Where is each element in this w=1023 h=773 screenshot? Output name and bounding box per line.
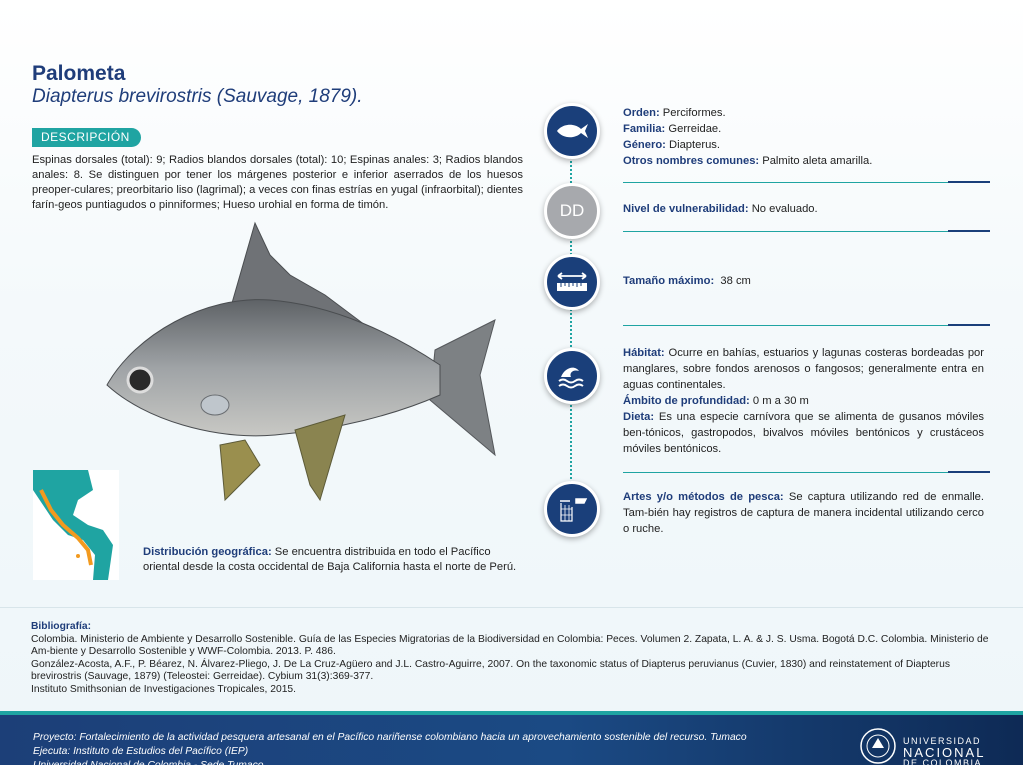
logo-line-1: UNIVERSIDAD: [903, 736, 982, 746]
distribution-label: Distribución geográfica:: [143, 546, 272, 558]
bibliography-entry: Colombia. Ministerio de Ambiente y Desarrollo Sostenible. Guía de las Especies Migratorias de la Biodiversidad en Colombia: Peces. Volumen 2. Zapata, L. A. & J. S. Usma. Bogotá D.C. Colombia. Ministerio de Am-biente y Desarrollo Sostenible y WWF-Colombia. 2013. P. 486.: [31, 633, 989, 657]
habitat-text: Ocurre en bahías, estuarios y lagunas costeras bordeadas por manglares, sobre fondos arenosos o fangosos; generalmente entra en aguas continentales.: [623, 347, 985, 391]
vulnerability-label: Nivel de vulnerabilidad:: [623, 203, 749, 215]
page-title: Palometa: [32, 62, 126, 85]
otros-nombres-value: Palmito aleta amarilla.: [762, 155, 873, 167]
vulnerability-block: [623, 201, 1003, 217]
orden-value: Perciformes.: [662, 107, 726, 119]
fishing-net-icon: [544, 481, 600, 537]
footer-accent: [0, 711, 1023, 715]
scientific-name: Diapterus brevirostris (Sauvage, 1879).: [32, 86, 363, 107]
vulnerability-badge: DD: [544, 183, 600, 239]
divider: [0, 607, 1023, 608]
divider: [623, 231, 990, 232]
familia-label: Familia:: [623, 123, 666, 135]
vulnerability-value: No evaluado.: [751, 203, 818, 215]
bibliography-title: Bibliografía:: [31, 621, 92, 632]
logo-line-2: NACIONAL: [903, 745, 986, 760]
familia-value: Gerreidae.: [668, 123, 722, 135]
footer-university: Universidad Nacional de Colombia - Sede Tumaco: [33, 760, 264, 771]
fishing-text: Se captura utilizando red de enmalle. Tam-bién hay registros de captura de manera incidental utilizando cerco o ruche.: [623, 491, 985, 535]
size-block: [623, 273, 1003, 289]
description-text: Espinas dorsales (total): 9; Radios blandos dorsales (total): 10; Espinas anales: 3; Radios blandos anales: 8. Se distinguen por tener los márgenes posterior e inferior aserrados de los huesos preoper-culares; preorbitario liso (lagrimal); a veces con finas estrías en yugal (infraorbital); dientes farín-geos puntiagudos o pinniformes; Hueso urohial en forma de timón.: [32, 154, 523, 211]
habitat-label: Hábitat:: [623, 347, 665, 359]
section-tag-descripcion: DESCRIPCIÓN: [32, 128, 141, 147]
bibliography-entry: Instituto Smithsonian de Investigaciones Tropicales, 2015.: [31, 683, 297, 695]
bibliography-entry: González-Acosta, A.F., P. Béarez, N. Álvarez-Pliego, J. De La Cruz-Agüero and J.L. Castro-Aguirre, 2007. On the taxonomic status of Diapterus peruvianus (Cuvier, 1830) and reinstatement of Diapterus brevirostris (Sauvage, 1879) (Teleostei: Gerreidae). Cybium 31(3):369-377.: [31, 658, 950, 682]
distribution-block: [143, 545, 523, 574]
ruler-icon: [544, 254, 600, 310]
depth-label: Ámbito de profundidad:: [623, 395, 750, 407]
fishing-label: Artes y/o métodos de pesca:: [623, 491, 784, 503]
distribution-text: Se encuentra distribuida en todo el Pacífico oriental desde la costa occidental de Baja California hasta el norte de Perú.: [143, 546, 517, 573]
divider: [623, 182, 990, 183]
footer-project: Proyecto: Fortalecimiento de la actividad pesquera artesanal en el Pacífico nariñense colombiano hacia un aprovechamiento sostenible del recurso. Tumaco: [33, 732, 747, 743]
size-label: Tamaño máximo:: [623, 275, 715, 287]
diet-text: Es una especie carnívora que se alimenta de gusanos móviles ben-tónicos, gastropodos, bivalvos móviles bentónicos y crustáceos móviles bentónicos.: [623, 411, 985, 455]
logo-line-3: DE COLOMBIA: [903, 758, 983, 768]
genero-label: Género:: [623, 139, 666, 151]
otros-nombres-label: Otros nombres comunes:: [623, 155, 760, 167]
habitat-block: [623, 345, 984, 457]
bibliography: [31, 621, 991, 696]
size-value: 38 cm: [720, 275, 751, 287]
genero-value: Diapterus.: [669, 139, 721, 151]
divider: [623, 325, 990, 326]
footer-credits: [33, 731, 853, 773]
taxonomy-block: [623, 105, 1003, 169]
divider: [623, 472, 990, 473]
fish-icon: [544, 103, 600, 159]
wave-icon: [544, 348, 600, 404]
footer-executor: Ejecuta: Instituto de Estudios del Pacífico (IEP): [33, 746, 249, 757]
diet-label: Dieta:: [623, 411, 655, 423]
fishing-block: [623, 489, 984, 537]
orden-label: Orden:: [623, 107, 660, 119]
distribution-map: [33, 470, 119, 580]
depth-value: 0 m a 30 m: [752, 395, 809, 407]
fish-illustration: [95, 215, 515, 515]
university-crest-icon: [858, 724, 898, 765]
university-logo-text: [903, 736, 985, 769]
